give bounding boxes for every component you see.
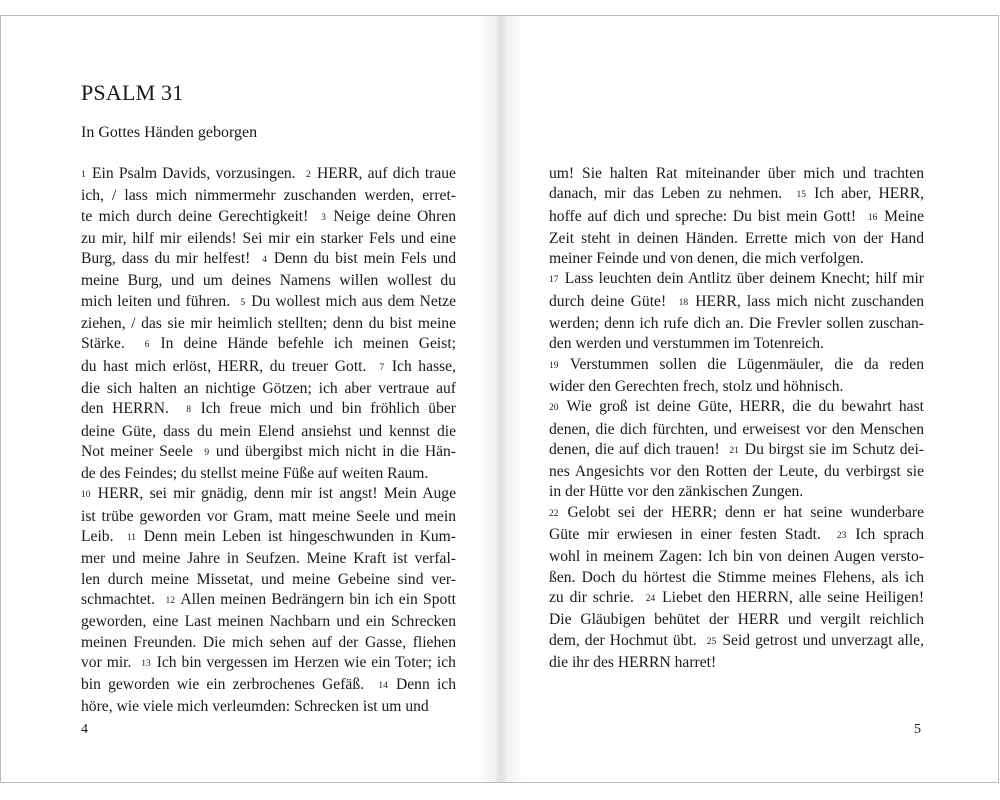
- verse-number: 5: [240, 297, 246, 308]
- right-text-column: [549, 164, 924, 673]
- verse-text: um! Sie halten Rat miteinander über mich und trachten: [549, 165, 924, 182]
- verse-text: und übergibst mich nicht in die Hän-: [210, 442, 456, 460]
- text-line: [81, 633, 456, 653]
- text-line: [549, 503, 924, 525]
- verse-text: werden; denn ich rufe dich an. Die Frevler sollen zuschan-: [549, 315, 924, 333]
- verse-text: ziehen, / das sie mir heimlich stellten; denn du bist meine: [81, 315, 456, 333]
- text-line: [549, 653, 924, 673]
- verse-text: mich leiten und führen.: [81, 292, 241, 310]
- verse-text: Ich sprach: [847, 526, 925, 544]
- verse-text: höre, wie viele mich verleumden: Schrecken ist um und: [81, 698, 429, 716]
- verse-text: denen, die dich fürchten, und erweisest vor den Menschen: [549, 420, 924, 438]
- verse-text: len durch meine Missetat, und meine Gebeine sind ver-: [81, 570, 456, 588]
- text-line: [81, 612, 456, 632]
- verse-text: Leib.: [81, 528, 127, 546]
- verse-text: du hast mich erlöst, HERR, du treuer Gott.: [81, 357, 380, 375]
- verse-number: 10: [81, 490, 91, 501]
- verse-text: meiner Feinde und von denen, die mich verfolgen.: [549, 250, 864, 268]
- left-text-column: [81, 164, 456, 718]
- verse-text: dem, der Hochmut übt.: [549, 631, 707, 649]
- verse-number: 7: [379, 362, 385, 373]
- verse-number: 9: [204, 447, 210, 458]
- text-line: [81, 570, 456, 590]
- text-line: [549, 355, 924, 377]
- verse-text: Gelobt sei der HERR; denn er hat seine wunderbare: [559, 503, 924, 521]
- verse-text: Ein Psalm Davids, vorzusingen.: [86, 165, 306, 182]
- verse-number: 20: [549, 403, 559, 414]
- verse-text: Ich freue mich und bin fröhlich über: [191, 400, 456, 418]
- verse-text: Seid getrost und unverzagt alle,: [717, 631, 924, 649]
- verse-text: den HERRN.: [81, 400, 187, 418]
- right-page: [500, 16, 999, 782]
- text-line: [81, 442, 456, 464]
- text-line: [81, 271, 456, 291]
- text-line: [81, 422, 456, 442]
- verse-text: Die Gläubigen behütet der HERR und vergilt reichlich: [549, 611, 924, 629]
- verse-number: 11: [126, 533, 137, 544]
- verse-text: ßen. Doch du hörtest die Stimme meines Flehens, als ich: [549, 568, 924, 586]
- text-line: [81, 379, 456, 399]
- verse-text: Zeit steht in deinen Händen. Errette mich von der Hand: [549, 229, 924, 247]
- verse-text: Liebet den HERRN, alle seine Heiligen!: [656, 588, 925, 606]
- verse-number: 14: [378, 681, 388, 692]
- text-line: [81, 314, 456, 334]
- verse-number: 3: [321, 212, 326, 223]
- verse-text: hoffe auf dich und spreche: Du bist mein Gott!: [549, 207, 868, 225]
- verse-text: in der Hütte vor den zänkischen Zungen.: [549, 483, 804, 501]
- psalm-subtitle: In Gottes Händen geborgen: [81, 124, 258, 141]
- text-line: [549, 631, 924, 653]
- verse-text: de des Feindes; du stellst meine Füße auf weiten Raum.: [81, 465, 429, 483]
- verse-text: Verstummen sollen die Lügenmäuler, die da reden: [559, 355, 924, 373]
- verse-text: In deine Hände befehle ich meinen Geist;: [150, 335, 456, 353]
- text-line: [81, 334, 456, 356]
- text-line: [549, 482, 924, 502]
- verse-text: vor mir.: [81, 653, 142, 671]
- page-number-right: 5: [914, 722, 921, 737]
- verse-number: 1: [81, 170, 86, 180]
- text-line: [549, 420, 924, 440]
- text-line: [81, 464, 456, 484]
- text-line: [549, 547, 924, 567]
- open-book: [0, 15, 999, 783]
- left-page: [1, 16, 500, 782]
- verse-text: Allen meinen Bedrängern bin ich ein Spott: [176, 590, 456, 608]
- verse-text: HERR, lass mich nicht zuschanden: [689, 292, 925, 310]
- text-line: [81, 549, 456, 569]
- verse-text: Denn ich: [388, 676, 456, 694]
- text-line: [549, 184, 924, 206]
- verse-text: bin geworden wie ein zerbrochenes Gefäß.: [81, 676, 379, 694]
- page-number-left: 4: [81, 722, 88, 737]
- text-line: [81, 186, 456, 206]
- verse-number: 6: [144, 340, 150, 351]
- verse-text: Meine: [878, 207, 924, 225]
- verse-text: Neige deine Ohren: [326, 207, 456, 225]
- text-line: [81, 697, 456, 717]
- text-line: [81, 229, 456, 249]
- text-line: [549, 440, 924, 462]
- text-line: [81, 484, 456, 506]
- psalm-title: PSALM 31: [81, 80, 184, 105]
- text-line: [549, 397, 924, 419]
- verse-number: 19: [549, 360, 559, 371]
- text-line: [549, 610, 924, 630]
- verse-text: ich, / lass mich nimmermehr zuschanden werden, erret-: [81, 187, 456, 205]
- verse-text: geworden, eine Last meinen Nachbarn und ein Schrecken: [81, 613, 456, 631]
- verse-number: 23: [836, 531, 847, 542]
- verse-text: Du birgst sie im Schutz dei-: [739, 440, 924, 458]
- verse-number: 12: [165, 595, 175, 606]
- verse-text: HERR, auf dich traue: [311, 165, 456, 182]
- verse-number: 13: [141, 658, 151, 669]
- verse-text: Not meiner Seele: [81, 442, 205, 460]
- text-line: [549, 462, 924, 482]
- text-line: [81, 527, 456, 549]
- verse-text: Ich bin vergessen im Herzen wie ein Toter; ich: [151, 653, 456, 671]
- verse-number: 18: [678, 297, 689, 308]
- verse-text: die sich halten an nichtige Götzen; ich aber vertraue auf: [81, 379, 456, 397]
- verse-text: Ich aber, HERR,: [807, 185, 924, 203]
- verse-text: Denn mein Leben ist hingeschwunden in Kum-: [137, 528, 456, 546]
- verse-text: meine Burg, und um deines Namens willen wollest du: [81, 272, 456, 290]
- text-line: [81, 675, 456, 697]
- text-line: [81, 357, 456, 379]
- verse-text: Stärke.: [81, 335, 145, 353]
- verse-number: 2: [305, 170, 311, 180]
- verse-text: zu mir, hilf mir eilends! Sei mir ein starker Fels und eine: [81, 229, 456, 247]
- verse-text: Wie groß ist deine Güte, HERR, die du bewahrt hast: [559, 398, 924, 416]
- text-line: [549, 525, 924, 547]
- text-line: [549, 292, 924, 314]
- text-line: [81, 590, 456, 612]
- text-line: [81, 507, 456, 527]
- verse-text: schmachtet.: [81, 590, 166, 608]
- text-line: [549, 588, 924, 610]
- text-line: [81, 249, 456, 271]
- verse-number: 24: [645, 593, 656, 604]
- text-line: [81, 207, 456, 229]
- verse-text: durch deine Güte!: [549, 292, 679, 310]
- verse-text: mer und meine Jahre in Seufzen. Meine Kraft ist verfal-: [81, 550, 456, 568]
- verse-text: Burg, dass du mir helfest!: [81, 250, 263, 268]
- verse-text: nes Angesichts vor den Rotten der Leute, du verbirgst sie: [549, 463, 924, 481]
- text-line: [81, 292, 456, 314]
- verse-number: 17: [549, 275, 559, 286]
- text-line: [549, 568, 924, 588]
- text-line: [81, 399, 456, 421]
- text-line: [549, 249, 924, 269]
- verse-text: Du wollest mich aus dem Netze: [246, 292, 457, 310]
- verse-number: 22: [549, 508, 559, 519]
- verse-text: Lass leuchten dein Antlitz über deinem Knecht; hilf mir: [559, 270, 924, 288]
- verse-number: 8: [186, 405, 191, 416]
- verse-number: 21: [729, 445, 739, 456]
- verse-text: Güte mir erwiesen in einer festen Stadt.: [549, 526, 837, 544]
- text-line: [81, 653, 456, 675]
- text-line: [81, 164, 456, 186]
- verse-number: 15: [796, 190, 807, 201]
- verse-text: denen, die auf dich trauen!: [549, 440, 730, 458]
- verse-text: den werden und verstummen im Totenreich.: [549, 335, 824, 353]
- verse-number: 25: [706, 636, 717, 647]
- verse-text: Denn du bist mein Fels und: [267, 250, 457, 268]
- verse-text: wohl in meinem Zagen: Ich bin von deinen Augen versto-: [549, 548, 924, 566]
- text-line: [549, 207, 924, 229]
- verse-text: wider den Gerechten frech, stolz und höhnisch.: [549, 377, 844, 395]
- verse-text: meinen Freunden. Die mich sehen auf der Gasse, fliehen: [81, 633, 456, 651]
- verse-text: Ich hasse,: [385, 357, 456, 375]
- verse-text: die ihr des HERRN harret!: [549, 653, 717, 671]
- verse-text: te mich durch deine Gerechtigkeit!: [81, 207, 322, 225]
- verse-text: zu dir schrie.: [549, 588, 646, 606]
- text-line: [549, 334, 924, 354]
- text-line: [549, 269, 924, 291]
- verse-text: danach, mir das Leben zu nehmen.: [549, 185, 797, 203]
- text-line: [549, 377, 924, 397]
- text-line: [549, 164, 924, 184]
- verse-number: 16: [867, 212, 878, 223]
- text-line: [549, 229, 924, 249]
- verse-text: deine Güte, dass du mein Elend ansiehst und kennst die: [81, 422, 456, 440]
- text-line: [549, 314, 924, 334]
- verse-text: HERR, sei mir gnädig, denn mir ist angst! Mein Auge: [91, 485, 456, 503]
- verse-text: ist trübe geworden vor Gram, matt meine Seele und mein: [81, 507, 456, 525]
- verse-number: 4: [262, 255, 267, 266]
